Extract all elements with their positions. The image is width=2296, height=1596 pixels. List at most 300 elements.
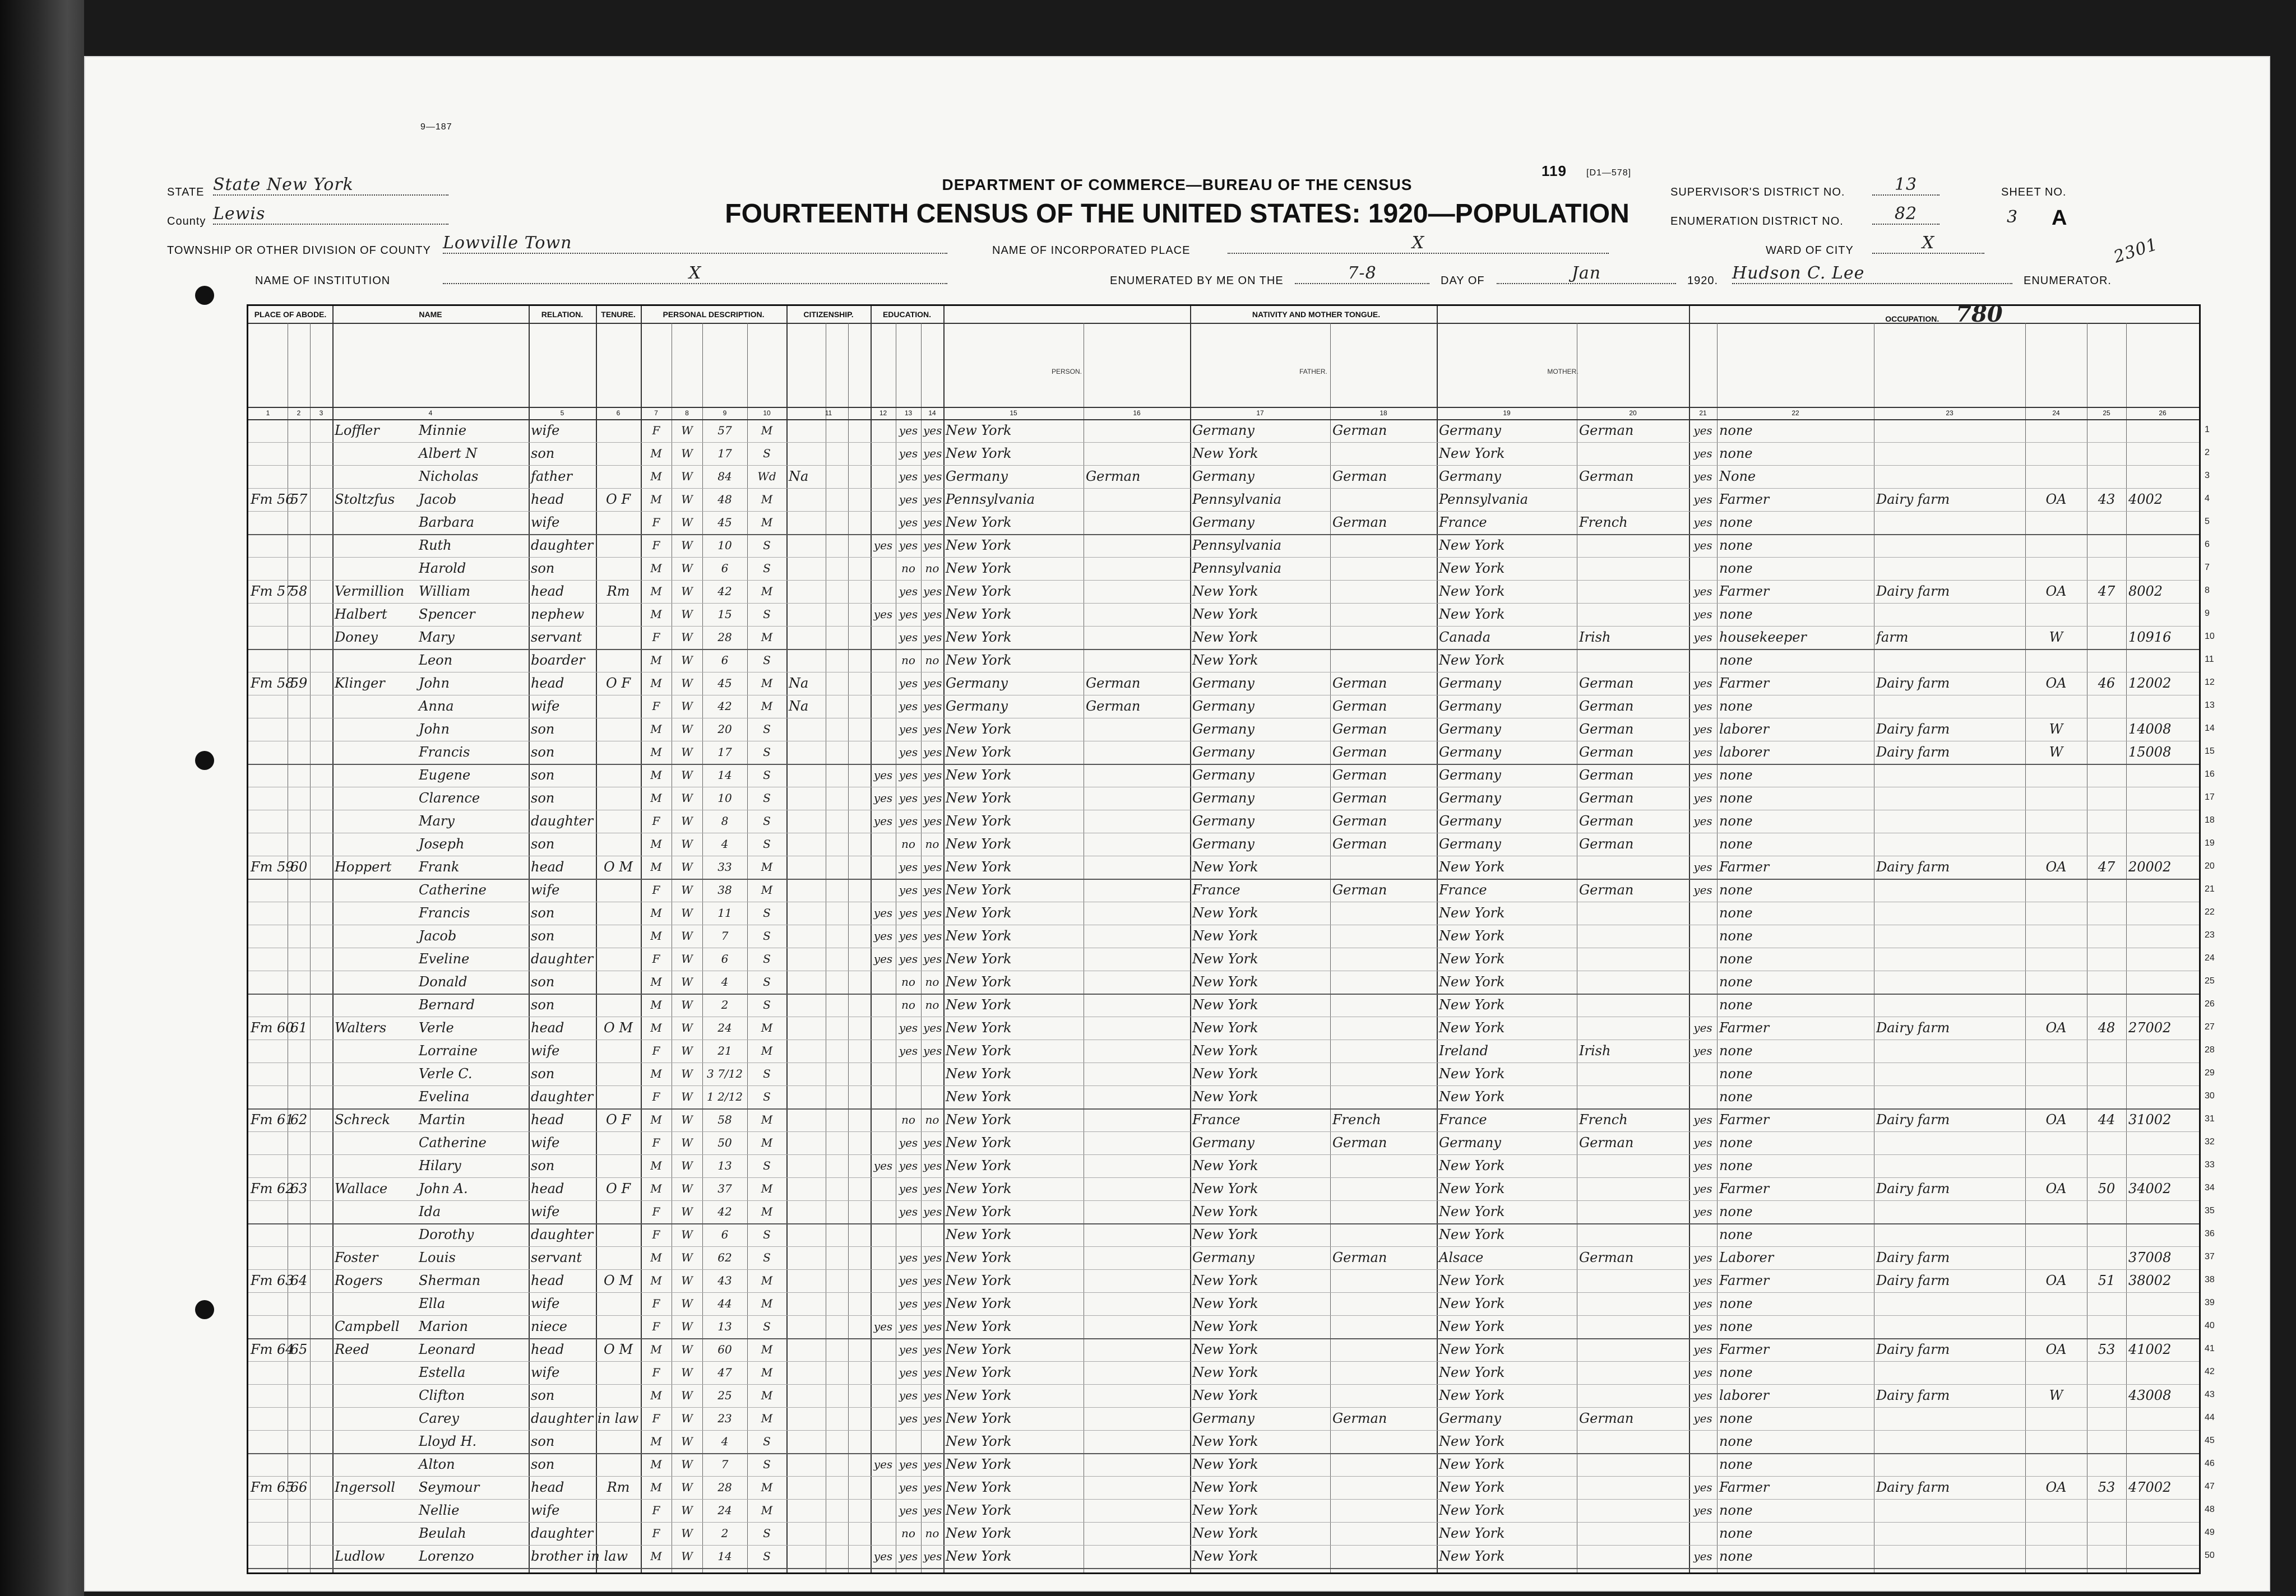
column-number: 13 — [896, 407, 921, 420]
cell-school — [873, 1108, 894, 1131]
cell-mar: S — [763, 975, 771, 989]
cell-ftongue: German — [1332, 468, 1387, 484]
cell-write: yes — [923, 607, 942, 621]
cell-read — [898, 1223, 919, 1246]
cell-surname — [335, 1384, 414, 1407]
cell-race: W — [681, 722, 693, 736]
line-number: 18 — [2205, 815, 2215, 825]
line-number: 44 — [2205, 1413, 2215, 1422]
cell-surname — [335, 1430, 414, 1453]
cell-fpob: New York — [1192, 1388, 1258, 1403]
cell-sex: M — [650, 722, 662, 736]
cell-pob: New York — [946, 836, 1012, 852]
cell-given: Alton — [419, 1456, 455, 1472]
cell-code — [2128, 1154, 2197, 1177]
cell-mar: M — [761, 1044, 773, 1057]
cell-school: yes — [873, 1159, 893, 1172]
cell-farm — [2089, 1407, 2124, 1430]
cell-pob: New York — [946, 951, 1012, 967]
column-number: 25 — [2087, 407, 2126, 420]
cell-given: Estella — [419, 1365, 466, 1380]
cell-sex: M — [650, 1113, 662, 1126]
cell-rel: head — [531, 491, 564, 507]
cell-age: 37 — [718, 1182, 732, 1195]
supervisor-label: SUPERVISOR'S DISTRICT NO. — [1670, 186, 1845, 198]
cell-write: yes — [923, 1182, 942, 1195]
cell-fpob: Germany — [1192, 468, 1255, 484]
cell-pob: New York — [946, 606, 1012, 622]
enumerator-field — [1732, 263, 2012, 284]
cell-fam: 64 — [290, 1273, 308, 1288]
cell-mar: S — [763, 1435, 771, 1448]
cell-fpob: Germany — [1192, 744, 1255, 760]
cell-code — [2128, 1430, 2197, 1453]
cell-eng: yes — [1693, 1412, 1712, 1425]
cell-farm — [2089, 465, 2124, 488]
cell-age: 28 — [718, 630, 732, 644]
group-tenure: TENURE. — [596, 306, 641, 324]
cell-eng: yes — [1693, 1320, 1712, 1333]
cell-surname — [335, 741, 414, 764]
cell-rel: wife — [531, 1204, 560, 1219]
cell-ftongue — [1332, 557, 1434, 580]
cell-trade: none — [1719, 446, 1753, 461]
cell-mpob: France — [1439, 514, 1487, 530]
cell-age: 6 — [721, 952, 729, 966]
cell-fpob: New York — [1192, 1158, 1258, 1173]
institution-label: NAME OF INSTITUTION — [255, 275, 391, 287]
cell-trade: none — [1719, 1411, 1753, 1426]
cell-read: yes — [899, 539, 918, 552]
cell-school — [873, 1063, 894, 1085]
cell-ftongue — [1332, 1499, 1434, 1522]
cell-cls — [2027, 764, 2085, 787]
cell-read: no — [901, 653, 915, 667]
cell-age: 4 — [721, 837, 729, 851]
cell-cls: OA — [2045, 583, 2067, 599]
incorporated-value: X — [1228, 233, 1609, 254]
township-label: TOWNSHIP OR OTHER DIVISION OF COUNTY — [167, 244, 431, 257]
cell-mar: S — [763, 1458, 771, 1471]
cell-age: 38 — [718, 883, 732, 897]
cell-nat — [789, 649, 868, 672]
cell-fpob: New York — [1192, 1066, 1258, 1082]
cell-ten: O M — [604, 1020, 633, 1036]
cell-dw — [251, 534, 285, 557]
cell-read: yes — [899, 630, 918, 644]
cell-age: 17 — [718, 447, 732, 460]
cell-write: yes — [923, 1136, 942, 1149]
cell-school: yes — [873, 607, 893, 621]
cell-pob: New York — [946, 859, 1012, 875]
cell-eng — [1691, 1522, 1715, 1545]
cell-fam: 57 — [290, 491, 308, 507]
cell-write: no — [925, 1113, 939, 1126]
cell-code — [2128, 465, 2197, 488]
cell-read: yes — [899, 676, 918, 690]
cell-dw — [251, 925, 285, 948]
cell-tongue — [1086, 718, 1188, 741]
cell-fam — [290, 902, 308, 925]
cell-trade: Laborer — [1719, 1250, 1774, 1265]
cell-pob: New York — [946, 905, 1012, 921]
cell-trade: none — [1719, 1502, 1753, 1518]
cell-industry — [1876, 1200, 2023, 1223]
cell-code: 31002 — [2128, 1112, 2172, 1128]
cell-ten — [598, 1131, 638, 1154]
cell-fam — [290, 764, 308, 787]
cell-ten — [598, 1154, 638, 1177]
cell-given: Dorothy — [419, 1227, 474, 1242]
cell-dw — [251, 902, 285, 925]
cell-mpob: New York — [1439, 1296, 1505, 1311]
cell-mtongue: German — [1579, 468, 1634, 484]
cell-rel: head — [531, 1020, 564, 1036]
table-row — [248, 1545, 2215, 1569]
cell-ten: O M — [604, 859, 633, 875]
stamp-number: 119 — [1542, 163, 1567, 179]
group-occupation — [1689, 301, 2199, 327]
cell-nat — [789, 994, 868, 1017]
cell-fpob: New York — [1192, 1548, 1258, 1564]
column-number: 11 — [786, 407, 871, 420]
cell-trade: none — [1719, 1204, 1753, 1219]
cell-nat — [789, 1292, 868, 1315]
cell-trade: none — [1719, 928, 1753, 944]
cell-eng: yes — [1693, 768, 1712, 782]
cell-fpob: New York — [1192, 606, 1258, 622]
cell-ftongue — [1332, 603, 1434, 626]
cell-dw — [251, 718, 285, 741]
cell-surname — [335, 764, 414, 787]
column-number: 2 — [288, 407, 310, 420]
cell-school — [873, 1131, 894, 1154]
line-number: 7 — [2205, 563, 2210, 572]
cell-cls: OA — [2045, 1112, 2067, 1128]
cell-cls — [2027, 1292, 2085, 1315]
cell-mtongue — [1579, 1453, 1687, 1476]
cell-ten — [598, 695, 638, 718]
township-field — [443, 233, 947, 254]
line-number: 40 — [2205, 1321, 2215, 1330]
cell-ten — [598, 557, 638, 580]
cell-mpob: Pennsylvania — [1439, 491, 1529, 507]
line-number: 1 — [2205, 425, 2210, 434]
cell-mtongue — [1579, 856, 1687, 879]
cell-ftongue: French — [1332, 1112, 1381, 1128]
cell-industry: Dairy farm — [1876, 1479, 1950, 1495]
cell-surname — [335, 902, 414, 925]
cell-fam — [290, 787, 308, 810]
table-row — [248, 695, 2215, 718]
cell-nat — [789, 833, 868, 856]
cell-fam — [290, 419, 308, 442]
cell-write: yes — [923, 447, 942, 460]
cell-read — [898, 1063, 919, 1085]
cell-read: yes — [899, 1481, 918, 1494]
cell-given: Clifton — [419, 1388, 465, 1403]
cell-ftongue — [1332, 1177, 1434, 1200]
cell-fpob: New York — [1192, 1204, 1258, 1219]
cell-tongue — [1086, 1246, 1188, 1269]
cell-age: 42 — [718, 699, 732, 713]
cell-tongue — [1086, 879, 1188, 902]
cell-surname — [335, 810, 414, 833]
cell-mpob: Alsace — [1439, 1250, 1484, 1265]
cell-mar: M — [761, 1343, 773, 1356]
cell-pob: New York — [946, 537, 1012, 553]
cell-farm — [2089, 442, 2124, 465]
cell-fpob: Pennsylvania — [1192, 537, 1282, 553]
cell-ftongue: German — [1332, 1250, 1387, 1265]
cell-industry: Dairy farm — [1876, 1181, 1950, 1196]
cell-dw: Fm 64 — [251, 1342, 294, 1357]
cell-cls — [2027, 1361, 2085, 1384]
column-number: 15 — [943, 407, 1084, 420]
cell-school — [873, 1246, 894, 1269]
cell-sex: M — [650, 860, 662, 874]
table-row — [248, 994, 2215, 1017]
cell-code — [2128, 925, 2197, 948]
cell-ftongue — [1332, 1522, 1434, 1545]
cell-rel: head — [531, 1342, 564, 1357]
cell-write — [923, 1223, 941, 1246]
table-row — [248, 879, 2215, 902]
cell-tongue — [1086, 833, 1188, 856]
cell-fam — [290, 718, 308, 741]
cell-cls — [2027, 534, 2085, 557]
line-number: 3 — [2205, 471, 2210, 480]
cell-dw — [251, 764, 285, 787]
group-name: NAME — [332, 306, 529, 324]
sheet-label: SHEET NO. — [2001, 186, 2067, 198]
cell-mar: S — [763, 447, 771, 460]
cell-mtongue — [1579, 1361, 1687, 1384]
column-number: 3 — [310, 407, 332, 420]
cell-trade: none — [1719, 1158, 1753, 1173]
cell-surname: Stoltzfus — [335, 491, 395, 507]
cell-given: Lorraine — [419, 1043, 478, 1059]
table-row — [248, 626, 2215, 650]
cell-age: 62 — [718, 1251, 732, 1264]
table-row — [248, 1476, 2215, 1500]
cell-farm — [2089, 419, 2124, 442]
cell-cls: OA — [2045, 1342, 2067, 1357]
group-abode: PLACE OF ABODE. — [248, 306, 332, 324]
cell-dw — [251, 626, 285, 649]
cell-pob: New York — [946, 1273, 1012, 1288]
cell-code — [2128, 1453, 2197, 1476]
cell-trade: none — [1719, 1319, 1753, 1334]
cell-dw — [251, 994, 285, 1017]
cell-mar: S — [763, 653, 771, 667]
line-number: 16 — [2205, 769, 2215, 779]
cell-sex: F — [652, 1366, 660, 1379]
cell-sex: M — [650, 1067, 662, 1080]
cell-fpob: Germany — [1192, 698, 1255, 714]
cell-surname — [335, 1040, 414, 1063]
cell-industry — [1876, 534, 2023, 557]
cell-dw: Fm 63 — [251, 1273, 294, 1288]
cell-eng: yes — [1693, 607, 1712, 621]
table-row — [248, 1154, 2215, 1178]
cell-age: 23 — [718, 1412, 732, 1425]
column-number: 19 — [1437, 407, 1577, 420]
cell-mpob: New York — [1439, 905, 1505, 921]
cell-tongue — [1086, 764, 1188, 787]
table-row — [248, 902, 2215, 925]
cell-write: yes — [923, 1205, 942, 1218]
cell-mpob: Germany — [1439, 698, 1501, 714]
cell-nat — [789, 1063, 868, 1085]
enumerated-day-field — [1295, 263, 1429, 284]
column-number: 9 — [702, 407, 747, 420]
cell-eng: yes — [1693, 814, 1712, 828]
cell-eng: yes — [1693, 791, 1712, 805]
cell-race: W — [681, 699, 693, 713]
cell-eng: yes — [1693, 1021, 1712, 1034]
cell-trade: Farmer — [1719, 583, 1770, 599]
table-row — [248, 1522, 2215, 1546]
cell-sex: M — [650, 1182, 662, 1195]
cell-dw — [251, 419, 285, 442]
cell-ten: O F — [606, 675, 631, 691]
cell-cls: W — [2049, 629, 2063, 645]
cell-school — [873, 1338, 894, 1361]
ward-field — [1872, 233, 1984, 254]
cell-age: 13 — [718, 1159, 732, 1172]
cell-nat — [789, 1269, 868, 1292]
enumerated-label: ENUMERATED BY ME ON THE — [1110, 275, 1284, 287]
ward-value: X — [1872, 233, 1984, 254]
cell-given: Leon — [419, 652, 453, 668]
cell-read: no — [901, 562, 915, 575]
county-value: Lewis — [213, 204, 448, 225]
cell-trade: none — [1719, 1525, 1753, 1541]
cell-mpob: New York — [1439, 560, 1505, 576]
cell-mar: S — [763, 722, 771, 736]
column-number: 20 — [1577, 407, 1689, 420]
cell-sex: F — [652, 1527, 660, 1540]
cell-sex: M — [650, 1251, 662, 1264]
line-number: 28 — [2205, 1045, 2215, 1055]
cell-age: 84 — [718, 470, 732, 483]
cell-dw — [251, 879, 285, 902]
cell-farm — [2089, 741, 2124, 764]
cell-ftongue: German — [1332, 698, 1387, 714]
cell-pob: New York — [946, 1548, 1012, 1564]
cell-write: yes — [923, 470, 942, 483]
cell-industry — [1876, 442, 2023, 465]
cell-fam: 65 — [290, 1342, 308, 1357]
cell-fam — [290, 1499, 308, 1522]
cell-eng — [1691, 649, 1715, 672]
cell-industry — [1876, 971, 2023, 994]
cell-fpob: New York — [1192, 1020, 1258, 1036]
cell-age: 7 — [721, 929, 729, 943]
cell-mtongue: Irish — [1579, 1043, 1611, 1059]
cell-nat — [789, 1223, 868, 1246]
cell-write: yes — [923, 1044, 942, 1057]
cell-write: yes — [923, 791, 942, 805]
cell-eng — [1691, 1085, 1715, 1108]
cell-farm — [2089, 994, 2124, 1017]
cell-sex: M — [650, 837, 662, 851]
cell-race: W — [681, 1389, 693, 1402]
cell-tongue — [1086, 856, 1188, 879]
cell-fpob: Germany — [1192, 675, 1255, 691]
cell-nat — [789, 764, 868, 787]
cell-mpob: New York — [1439, 1319, 1505, 1334]
column-number: 23 — [1874, 407, 2025, 420]
cell-school — [873, 1017, 894, 1040]
cell-trade: Farmer — [1719, 1342, 1770, 1357]
cell-eng: yes — [1693, 1389, 1712, 1402]
cell-rel: head — [531, 675, 564, 691]
line-number: 2 — [2205, 448, 2210, 457]
cell-surname — [335, 557, 414, 580]
cell-industry — [1876, 695, 2023, 718]
cell-pob: New York — [946, 1089, 1012, 1105]
cell-mar: M — [761, 699, 773, 713]
cell-farm — [2089, 833, 2124, 856]
cell-eng — [1691, 1430, 1715, 1453]
cell-read: yes — [899, 470, 918, 483]
cell-rel: son — [531, 721, 555, 737]
cell-tongue — [1086, 1063, 1188, 1085]
cell-surname — [335, 1154, 414, 1177]
cell-nat — [789, 1131, 868, 1154]
cell-dw: Fm 60 — [251, 1020, 294, 1036]
line-number: 35 — [2205, 1206, 2215, 1215]
cell-cls: W — [2049, 721, 2063, 737]
cell-eng: yes — [1693, 470, 1712, 483]
cell-trade: Farmer — [1719, 1181, 1770, 1196]
cell-write: yes — [923, 1412, 942, 1425]
cell-mar: S — [763, 837, 771, 851]
cell-pob: New York — [946, 997, 1012, 1013]
cell-race: W — [681, 998, 693, 1012]
cell-race: W — [681, 653, 693, 667]
cell-pob: New York — [946, 1043, 1012, 1059]
cell-age: 60 — [718, 1343, 732, 1356]
subgroup-father: FATHER. — [1299, 368, 1327, 375]
cell-trade: none — [1719, 790, 1753, 806]
cell-surname: Walters — [335, 1020, 387, 1036]
cell-code: 47002 — [2128, 1479, 2172, 1495]
cell-ten — [598, 1545, 638, 1568]
cell-write: yes — [923, 676, 942, 690]
cell-farm — [2089, 1040, 2124, 1063]
line-number: 20 — [2205, 861, 2215, 871]
table-row — [248, 856, 2215, 880]
cell-given: John — [419, 721, 450, 737]
cell-ftongue — [1332, 580, 1434, 603]
cell-ten — [598, 1085, 638, 1108]
cell-dw — [251, 557, 285, 580]
cell-mtongue — [1579, 534, 1687, 557]
cell-tongue — [1086, 1338, 1188, 1361]
cell-rel: head — [531, 1112, 564, 1128]
cell-race: W — [681, 768, 693, 782]
cell-pob: New York — [946, 629, 1012, 645]
cell-mpob: New York — [1439, 1066, 1505, 1082]
table-row — [248, 925, 2215, 948]
line-number: 47 — [2205, 1482, 2215, 1491]
cell-read: no — [901, 1527, 915, 1540]
cell-cls: OA — [2045, 1181, 2067, 1196]
cell-dw — [251, 1384, 285, 1407]
